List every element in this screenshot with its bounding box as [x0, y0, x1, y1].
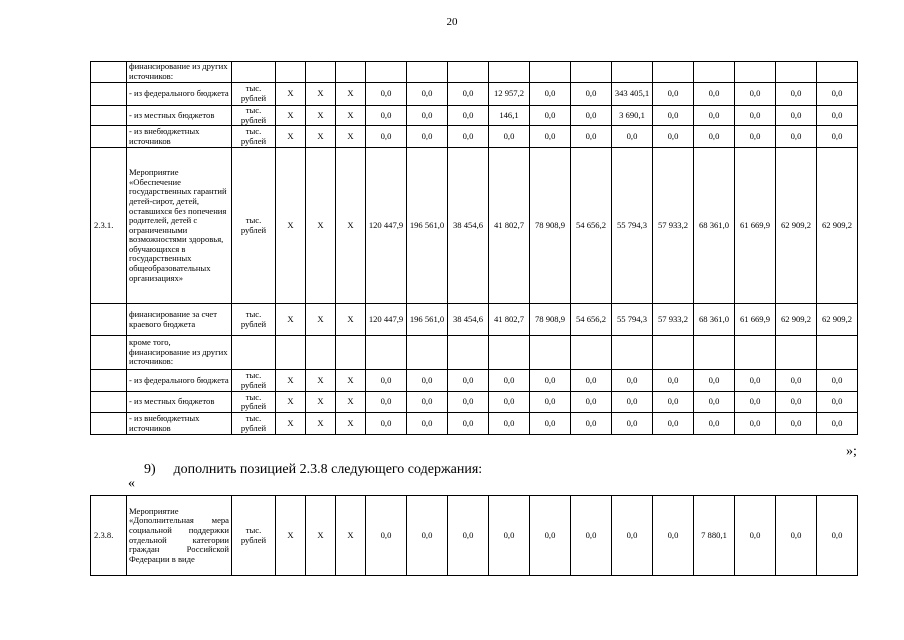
value-cell: 0,0 — [448, 106, 489, 126]
row-unit: тыс. рублей — [232, 106, 276, 126]
value-cell: 0,0 — [776, 83, 817, 106]
value-cell: 120 447,9 — [366, 148, 407, 304]
value-cell — [407, 62, 448, 83]
row-unit: тыс. рублей — [232, 148, 276, 304]
x-cell — [276, 62, 306, 83]
row-unit — [232, 62, 276, 83]
value-cell: 0,0 — [448, 413, 489, 435]
new-position-table — [90, 495, 858, 576]
value-cell: 0,0 — [735, 496, 776, 576]
x-cell — [306, 336, 336, 370]
value-cell: 0,0 — [530, 496, 571, 576]
value-cell: 0,0 — [489, 413, 530, 435]
value-cell — [530, 62, 571, 83]
x-cell — [336, 62, 366, 83]
x-cell: Х — [276, 304, 306, 336]
value-cell: 38 454,6 — [448, 148, 489, 304]
x-cell: Х — [306, 370, 336, 392]
value-cell: 0,0 — [366, 496, 407, 576]
value-cell: 0,0 — [735, 126, 776, 148]
x-cell: Х — [306, 496, 336, 576]
value-cell: 0,0 — [612, 392, 653, 413]
value-cell: 0,0 — [366, 126, 407, 148]
value-cell: 0,0 — [530, 126, 571, 148]
value-cell: 0,0 — [817, 83, 858, 106]
table-row — [91, 392, 858, 413]
value-cell: 0,0 — [612, 370, 653, 392]
row-name: - из внебюджетных источников — [127, 126, 232, 148]
value-cell: 0,0 — [653, 392, 694, 413]
value-cell: 0,0 — [571, 370, 612, 392]
value-cell: 0,0 — [407, 83, 448, 106]
value-cell: 0,0 — [653, 126, 694, 148]
value-cell: 0,0 — [735, 370, 776, 392]
amendment-instruction — [144, 462, 482, 478]
value-cell: 0,0 — [366, 83, 407, 106]
value-cell: 0,0 — [571, 392, 612, 413]
value-cell: 0,0 — [571, 496, 612, 576]
row-unit: тыс. рублей — [232, 126, 276, 148]
value-cell — [735, 62, 776, 83]
value-cell: 0,0 — [530, 392, 571, 413]
row-code: 2.3.8. — [91, 496, 127, 576]
value-cell: 41 802,7 — [489, 304, 530, 336]
closing-quote: »; — [846, 444, 857, 459]
x-cell: Х — [306, 304, 336, 336]
value-cell: 0,0 — [571, 126, 612, 148]
value-cell: 0,0 — [694, 370, 735, 392]
value-cell: 0,0 — [735, 413, 776, 435]
value-cell: 0,0 — [366, 370, 407, 392]
value-cell: 0,0 — [407, 370, 448, 392]
value-cell — [612, 336, 653, 370]
value-cell: 0,0 — [735, 83, 776, 106]
x-cell: Х — [336, 126, 366, 148]
row-name: - из местных бюджетов — [127, 392, 232, 413]
value-cell: 57 933,2 — [653, 304, 694, 336]
value-cell: 0,0 — [694, 106, 735, 126]
row-code — [91, 304, 127, 336]
x-cell: Х — [336, 370, 366, 392]
value-cell: 0,0 — [776, 413, 817, 435]
value-cell: 0,0 — [448, 83, 489, 106]
value-cell: 0,0 — [448, 392, 489, 413]
value-cell: 55 794,3 — [612, 148, 653, 304]
value-cell: 343 405,1 — [612, 83, 653, 106]
value-cell: 0,0 — [530, 106, 571, 126]
value-cell: 62 909,2 — [776, 304, 817, 336]
value-cell: 61 669,9 — [735, 148, 776, 304]
row-name: Мероприятие «Дополнительная мера социальной поддержки отдельной категории граждан Российской Федерации в виде — [127, 496, 232, 576]
page-number: 20 — [446, 16, 458, 28]
value-cell: 0,0 — [653, 370, 694, 392]
value-cell: 0,0 — [653, 83, 694, 106]
row-unit: тыс. рублей — [232, 413, 276, 435]
x-cell — [336, 336, 366, 370]
x-cell — [276, 336, 306, 370]
opening-quote: « — [128, 476, 135, 491]
value-cell: 62 909,2 — [776, 148, 817, 304]
table-row — [91, 106, 858, 126]
x-cell: Х — [336, 413, 366, 435]
table-row — [91, 126, 858, 148]
row-name: - из федерального бюджета — [127, 370, 232, 392]
value-cell — [448, 62, 489, 83]
value-cell: 0,0 — [817, 126, 858, 148]
row-name: финансирование за счет краевого бюджета — [127, 304, 232, 336]
value-cell — [817, 62, 858, 83]
budget-table — [90, 61, 858, 435]
value-cell — [489, 62, 530, 83]
value-cell — [776, 336, 817, 370]
row-unit: тыс. рублей — [232, 496, 276, 576]
table-row — [91, 62, 858, 83]
value-cell — [407, 336, 448, 370]
value-cell: 0,0 — [571, 106, 612, 126]
value-cell: 3 690,1 — [612, 106, 653, 126]
x-cell: Х — [306, 126, 336, 148]
table-row — [91, 413, 858, 435]
value-cell — [448, 336, 489, 370]
row-code — [91, 62, 127, 83]
value-cell: 0,0 — [530, 83, 571, 106]
row-code — [91, 370, 127, 392]
x-cell: Х — [276, 126, 306, 148]
instruction-text: дополнить позицией 2.3.8 следующего содержания: — [173, 462, 483, 477]
x-cell: Х — [306, 392, 336, 413]
value-cell: 68 361,0 — [694, 148, 735, 304]
table-row — [91, 336, 858, 370]
table-row — [91, 148, 858, 304]
value-cell: 62 909,2 — [817, 304, 858, 336]
value-cell: 0,0 — [735, 106, 776, 126]
row-name: - из внебюджетных источников — [127, 413, 232, 435]
value-cell: 0,0 — [694, 83, 735, 106]
value-cell — [366, 336, 407, 370]
table-row — [91, 304, 858, 336]
x-cell: Х — [276, 106, 306, 126]
value-cell: 0,0 — [407, 496, 448, 576]
value-cell — [612, 62, 653, 83]
value-cell: 0,0 — [817, 370, 858, 392]
table-row — [91, 83, 858, 106]
row-name: - из федерального бюджета — [127, 83, 232, 106]
value-cell — [571, 336, 612, 370]
value-cell: 120 447,9 — [366, 304, 407, 336]
x-cell: Х — [336, 148, 366, 304]
value-cell: 146,1 — [489, 106, 530, 126]
row-name: кроме того, финансирование из других источников: — [127, 336, 232, 370]
row-name: финансирование из других источников: — [127, 62, 232, 83]
x-cell: Х — [336, 496, 366, 576]
x-cell: Х — [276, 148, 306, 304]
value-cell: 0,0 — [612, 496, 653, 576]
table-row — [91, 370, 858, 392]
value-cell: 38 454,6 — [448, 304, 489, 336]
value-cell: 0,0 — [407, 392, 448, 413]
row-unit: тыс. рублей — [232, 392, 276, 413]
value-cell: 0,0 — [653, 106, 694, 126]
value-cell: 54 656,2 — [571, 304, 612, 336]
x-cell: Х — [336, 304, 366, 336]
row-unit: тыс. рублей — [232, 370, 276, 392]
row-unit: тыс. рублей — [232, 83, 276, 106]
value-cell: 0,0 — [489, 392, 530, 413]
value-cell: 41 802,7 — [489, 148, 530, 304]
value-cell: 0,0 — [817, 106, 858, 126]
value-cell — [776, 62, 817, 83]
value-cell: 0,0 — [776, 126, 817, 148]
value-cell: 0,0 — [448, 370, 489, 392]
value-cell: 68 361,0 — [694, 304, 735, 336]
value-cell: 54 656,2 — [571, 148, 612, 304]
value-cell: 0,0 — [489, 496, 530, 576]
value-cell: 0,0 — [489, 126, 530, 148]
table-row — [91, 496, 858, 576]
x-cell: Х — [336, 392, 366, 413]
row-code — [91, 126, 127, 148]
row-code — [91, 83, 127, 106]
value-cell: 61 669,9 — [735, 304, 776, 336]
row-name: - из местных бюджетов — [127, 106, 232, 126]
x-cell — [306, 62, 336, 83]
row-name: Мероприятие «Обеспечение государственных гарантий детей-сирот, детей, оставшихся без попечения родителей, детей с ограниченными возможностями здоровья, обучающихся в государственных общеобразовательных организациях» — [127, 148, 232, 304]
value-cell: 196 561,0 — [407, 304, 448, 336]
row-code — [91, 336, 127, 370]
x-cell: Х — [276, 392, 306, 413]
row-code: 2.3.1. — [91, 148, 127, 304]
x-cell: Х — [276, 496, 306, 576]
x-cell: Х — [306, 413, 336, 435]
value-cell: 0,0 — [407, 126, 448, 148]
x-cell: Х — [276, 83, 306, 106]
row-code — [91, 392, 127, 413]
value-cell — [530, 336, 571, 370]
row-unit — [232, 336, 276, 370]
value-cell — [817, 336, 858, 370]
value-cell: 12 957,2 — [489, 83, 530, 106]
value-cell: 0,0 — [694, 413, 735, 435]
value-cell — [735, 336, 776, 370]
value-cell: 0,0 — [407, 413, 448, 435]
value-cell: 0,0 — [653, 496, 694, 576]
value-cell: 0,0 — [776, 392, 817, 413]
value-cell — [366, 62, 407, 83]
value-cell: 0,0 — [612, 413, 653, 435]
value-cell: 0,0 — [694, 126, 735, 148]
value-cell: 0,0 — [612, 126, 653, 148]
value-cell: 7 880,1 — [694, 496, 735, 576]
row-code — [91, 413, 127, 435]
value-cell: 0,0 — [571, 413, 612, 435]
value-cell: 0,0 — [735, 392, 776, 413]
value-cell: 0,0 — [448, 126, 489, 148]
value-cell: 0,0 — [366, 413, 407, 435]
value-cell — [489, 336, 530, 370]
x-cell: Х — [306, 83, 336, 106]
row-code — [91, 106, 127, 126]
value-cell — [571, 62, 612, 83]
x-cell: Х — [336, 106, 366, 126]
value-cell: 0,0 — [817, 392, 858, 413]
instruction-number: 9) — [144, 462, 156, 477]
value-cell: 0,0 — [407, 106, 448, 126]
value-cell: 78 908,9 — [530, 148, 571, 304]
value-cell: 0,0 — [530, 370, 571, 392]
value-cell: 0,0 — [571, 83, 612, 106]
value-cell: 0,0 — [776, 106, 817, 126]
value-cell: 62 909,2 — [817, 148, 858, 304]
value-cell: 0,0 — [448, 496, 489, 576]
value-cell: 196 561,0 — [407, 148, 448, 304]
value-cell: 0,0 — [776, 496, 817, 576]
value-cell: 0,0 — [817, 496, 858, 576]
x-cell: Х — [336, 83, 366, 106]
value-cell — [653, 62, 694, 83]
row-unit: тыс. рублей — [232, 304, 276, 336]
value-cell: 0,0 — [366, 392, 407, 413]
value-cell: 0,0 — [694, 392, 735, 413]
x-cell: Х — [276, 413, 306, 435]
value-cell: 0,0 — [489, 370, 530, 392]
value-cell: 0,0 — [653, 413, 694, 435]
x-cell: Х — [306, 106, 336, 126]
value-cell — [653, 336, 694, 370]
x-cell: Х — [276, 370, 306, 392]
value-cell: 0,0 — [776, 370, 817, 392]
value-cell: 0,0 — [530, 413, 571, 435]
value-cell: 57 933,2 — [653, 148, 694, 304]
value-cell: 0,0 — [366, 106, 407, 126]
value-cell: 55 794,3 — [612, 304, 653, 336]
value-cell — [694, 336, 735, 370]
value-cell: 78 908,9 — [530, 304, 571, 336]
value-cell — [694, 62, 735, 83]
x-cell: Х — [306, 148, 336, 304]
value-cell: 0,0 — [817, 413, 858, 435]
